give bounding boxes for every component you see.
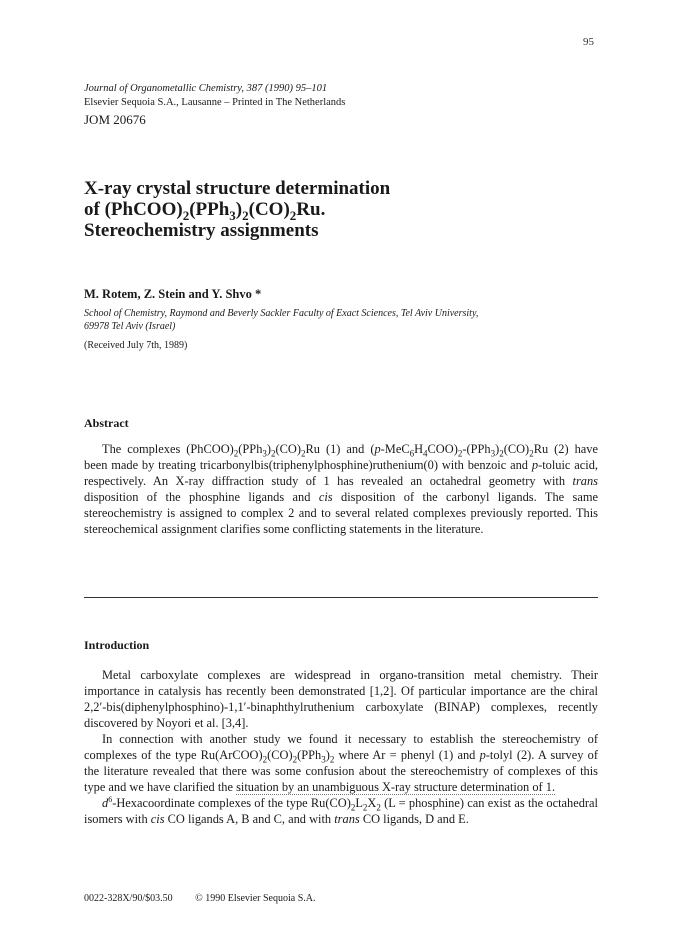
text-run: Ru (1) and ( — [305, 442, 375, 456]
title-subscript: 2 — [289, 207, 297, 223]
text-run: -(PPh — [462, 442, 491, 456]
text-run: disposition of the phosphine ligands and — [84, 490, 319, 504]
title-text: (CO) — [248, 199, 290, 220]
text-run: X — [367, 796, 377, 810]
text-run: ) — [266, 442, 272, 456]
text-run: (CO) — [267, 748, 293, 762]
subscript: 2 — [301, 448, 306, 459]
subscript: 6 — [409, 448, 415, 459]
authors: M. Rotem, Z. Stein and Y. Shvo * — [84, 287, 262, 301]
page-footer — [84, 893, 335, 904]
title-text: of (PhCOO) — [84, 199, 183, 220]
affiliation — [84, 307, 604, 333]
article-code: 0022-328X/90/$03.50 — [84, 893, 173, 904]
title-text: ) — [235, 199, 243, 220]
subscript: 2 — [262, 754, 268, 765]
text-run: In connection with another study we found it necessary to establish the stereochemistry of complexes of the type Ru(ArCOO) — [84, 732, 598, 762]
intro-paragraph-3 — [84, 795, 598, 827]
text-run: disposition of the carbonyl ligands. The same stereochemistry is assigned to complex 2 and to several related complexes previously reported. This stereochemical assignment clarifies some conflicting statements in the literature. — [84, 490, 598, 536]
text-run: where Ar = phenyl (1) and — [334, 748, 480, 762]
italic-run: trans — [572, 474, 598, 488]
publisher-line: Elsevier Sequoia S.A., Lausanne – Printed in The Netherlands — [84, 97, 346, 108]
subscript: 3 — [262, 448, 267, 459]
received-date: (Received July 7th, 1989) — [84, 340, 188, 351]
text-run: -Hexacoordinate complexes of the type Ru(CO) — [112, 796, 351, 810]
italic-run: p — [374, 442, 381, 456]
journal-citation: Journal of Organometallic Chemistry, 387 (1990) 95–101 — [84, 83, 328, 94]
abstract-paragraph — [84, 441, 598, 537]
abstract-body — [84, 441, 598, 537]
subscript: 2 — [529, 448, 534, 459]
subscript: 2 — [292, 754, 298, 765]
text-run: -tolyl (2). A survey of the literature revealed that there was some confusion about the stereochemistry of complexes of this type and we have clarified the — [84, 748, 598, 794]
introduction-body — [84, 667, 598, 827]
section-divider — [84, 597, 598, 598]
italic-run: cis — [318, 490, 333, 504]
abstract-heading: Abstract — [84, 416, 129, 430]
text-run: H — [414, 442, 424, 456]
introduction-heading: Introduction — [84, 638, 150, 652]
subscript: 2 — [362, 802, 368, 813]
text-run: (PPh — [297, 748, 322, 762]
jom-id: JOM 20676 — [84, 112, 146, 127]
subscript: 2 — [376, 802, 381, 813]
italic-run: p — [531, 458, 539, 472]
text-run: CO ligands A, B and C, and with — [164, 812, 335, 826]
journal-header — [84, 82, 604, 128]
text-run: (CO) — [503, 442, 530, 456]
page-number: 95 — [583, 36, 594, 48]
text-run: CO ligands, D and E. — [359, 812, 469, 826]
title-subscript: 3 — [229, 207, 236, 223]
superscript: 6 — [108, 794, 113, 804]
italic-run: d — [102, 796, 109, 810]
intro-paragraph-2 — [84, 731, 598, 795]
text-run: ) — [325, 748, 330, 762]
text-run: (L = phosphine) can exist as the octahedral isomers with — [84, 796, 598, 826]
text-run: Ru (2) have been made by treating tricarbonylbis(triphenylphosphine)ruthenium(0) with benzoic and — [84, 442, 599, 472]
intro-paragraph-1: Metal carboxylate complexes are widespread in organo-transition metal chemistry. Their importance in catalysis has recently been demonstrated [1,2]. Of particular importance are the chiral 2,2′-bis(diphenylphosphino)-1,1′-binaphthylruthenium carboxylate (BINAP) complexes, recently discovered by Noyori et al. [3,4]. — [84, 668, 598, 730]
title-line-3: Stereochemistry assignments — [84, 220, 319, 241]
copyright: © 1990 Elsevier Sequoia S.A. — [195, 893, 316, 904]
subscript: 2 — [499, 448, 504, 459]
italic-run: p — [479, 748, 486, 762]
subscript: 3 — [321, 754, 326, 765]
title-text: (PPh — [189, 199, 230, 220]
text-run: ) — [495, 442, 500, 456]
subscript: 2 — [457, 448, 463, 459]
subscript: 4 — [423, 448, 428, 459]
subscript: 2 — [271, 448, 276, 459]
subscript: 3 — [490, 448, 496, 459]
text-run: -toluic acid, respectively. An X-ray diffraction study of 1 has revealed an octahedral geometry with — [84, 458, 598, 488]
text-run: -MeC — [380, 442, 410, 456]
text-run: COO) — [427, 442, 458, 456]
text-run: The complexes (PhCOO) — [102, 442, 234, 456]
title-subscript: 2 — [182, 207, 190, 223]
subscript: 2 — [350, 802, 356, 813]
title-line-1: X-ray crystal structure determination — [84, 178, 391, 199]
italic-run: trans — [334, 812, 360, 826]
title-subscript: 2 — [242, 207, 249, 223]
affiliation-line-2: 69978 Tel Aviv (Israel) — [84, 321, 176, 332]
subscript: 2 — [233, 448, 239, 459]
italic-run: cis — [150, 812, 165, 826]
affiliation-line-1: School of Chemistry, Raymond and Beverly Sackler Faculty of Exact Sciences, Tel Aviv University, — [84, 308, 479, 319]
dotted-text-run: situation by an unambiguous X-ray structure determination of 1. — [236, 780, 556, 794]
text-run: (PPh — [238, 442, 263, 456]
title-line-2 — [84, 199, 604, 223]
article-title — [84, 178, 604, 241]
title-text: Ru. — [296, 199, 326, 220]
text-run: (CO) — [275, 442, 301, 456]
subscript: 2 — [329, 754, 335, 765]
text-run: L — [355, 796, 363, 810]
